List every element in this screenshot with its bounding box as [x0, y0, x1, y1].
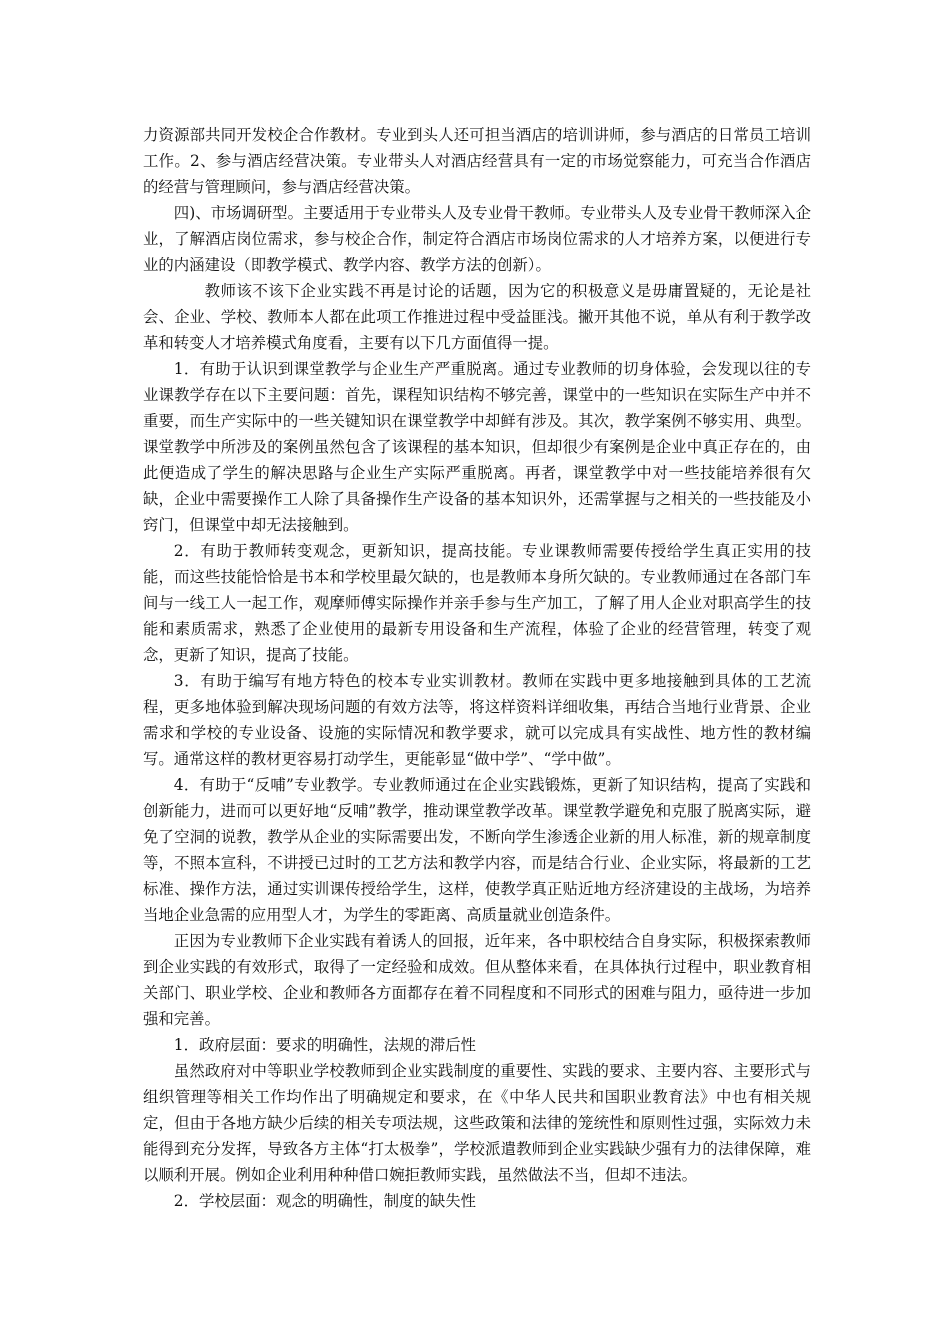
heading-school-level: 2．学校层面：观念的明确性，制度的缺失性 [173, 1192, 477, 1210]
paragraph-government-level: 虽然政府对中等职业学校教师到企业实践制度的重要性、实践的要求、主要内容、主要形式与组织管理等相关工作均作出了明确规定和要求，在《中华人民共和国职业教育法》中也有相关规定，但由于各地方缺少后续的相关专项法规，这些政策和法律的笼统性和原则性过强，实际效力未能得到充分发挥，导致各方主体“打太极拳”，学校派遣教师到企业实践缺少强有力的法律保障，难以顺利开展。例如企业利用种种借口婉拒教师实践，虽然做法不当，但却不违法。 [143, 1062, 811, 1184]
paragraph-point-4: 4．有助于“反哺”专业教学。专业教师通过在企业实践锻炼，更新了知识结构，提高了实践和创新能力，进而可以更好地“反哺”教学，推动课堂教学改革。课堂教学避免和克服了脱离实际，避免了空洞的说教，教学从企业的实际需要出发，不断向学生渗透企业新的用人标准，新的规章制度等，不照本宣科，不讲授已过时的工艺方法和教学内容，而是结合行业、企业实际，将最新的工艺标准、操作方法，通过实训课传授给学生，这样，使教学真正贴近地方经济建设的主战场，为培养当地企业急需的应用型人才，为学生的零距离、高质量就业创造条件。 [143, 776, 811, 924]
paragraph-point-3: 3．有助于编写有地方特色的校本专业实训教材。教师在实践中更多地接触到具体的工艺流程，更多地体验到解决现场问题的有效方法等，将这样资料详细收集，再结合当地行业背景、企业需求和学校的专业设备、设施的实际情况和教学要求，就可以完成具有实战性、地方性的教材编写。通常这样的教材更容易打动学生，更能彰显“做中学”、“学中做”。 [143, 672, 811, 768]
paragraph-teaching-materials: 力资源部共同开发校企合作教材。专业到头人还可担当酒店的培训讲师，参与酒店的日常员工培训工作。2、参与酒店经营决策。专业带头人对酒店经营具有一定的市场觉察能力，可充当合作酒店的经营与管理顾问，参与酒店经营决策。 [143, 126, 811, 196]
heading-government-level: 1．政府层面：要求的明确性，法规的滞后性 [173, 1036, 477, 1054]
paragraph-intro: 教师该不该下企业实践不再是讨论的话题，因为它的积极意义是毋庸置疑的，无论是社会、企业、学校、教师本人都在此项工作推进过程中受益匪浅。撇开其他不说，单从有利于教学改革和转变人才培养模式角度看，主要有以下几方面值得一提。 [143, 282, 811, 352]
paragraph-point-1: 1．有助于认识到课堂教学与企业生产严重脱离。通过专业教师的切身体验，会发现以往的专业课教学存在以下主要问题：首先，课程知识结构不够完善，课堂中的一些知识在实际生产中并不重要，而生产实际中的一些关键知识在课堂教学中却鲜有涉及。其次，教学案例不够实用、典型。课堂教学中所涉及的案例虽然包含了该课程的基本知识，但却很少有案例是企业中真正存在的，由此便造成了学生的解决思路与企业生产实际严重脱离。再者，课堂教学中对一些技能培养很有欠缺，企业中需要操作工人除了具备操作生产设备的基本知识外，还需掌握与之相关的一些技能及小窍门，但课堂中却无法接触到。 [143, 360, 811, 534]
document-body [143, 122, 811, 1214]
paragraph-market-research: 四)、市场调研型。主要适用于专业带头人及专业骨干教师。专业带头人及专业骨干教师深入企业，了解酒店岗位需求，参与校企合作，制定符合酒店市场岗位需求的人才培养方案，以便进行专业的内涵建设（即教学模式、教学内容、教学方法的创新）。 [143, 204, 811, 274]
paragraph-point-2: 2．有助于教师转变观念，更新知识，提高技能。专业课教师需要传授给学生真正实用的技能，而这些技能恰恰是书本和学校里最欠缺的，也是教师本身所欠缺的。专业教师通过在各部门车间与一线工人一起工作，观摩师傅实际操作并亲手参与生产加工，了解了用人企业对职高学生的技能和素质需求，熟悉了企业使用的最新专用设备和生产流程，体验了企业的经营管理，转变了观念，更新了知识，提高了技能。 [143, 542, 811, 664]
paragraph-difficulties: 正因为专业教师下企业实践有着诱人的回报，近年来，各中职校结合自身实际，积极探索教师到企业实践的有效形式，取得了一定经验和成效。但从整体来看，在具体执行过程中，职业教育相关部门、职业学校、企业和教师各方面都存在着不同程度和不同形式的困难与阻力，亟待进一步加强和完善。 [143, 932, 811, 1028]
